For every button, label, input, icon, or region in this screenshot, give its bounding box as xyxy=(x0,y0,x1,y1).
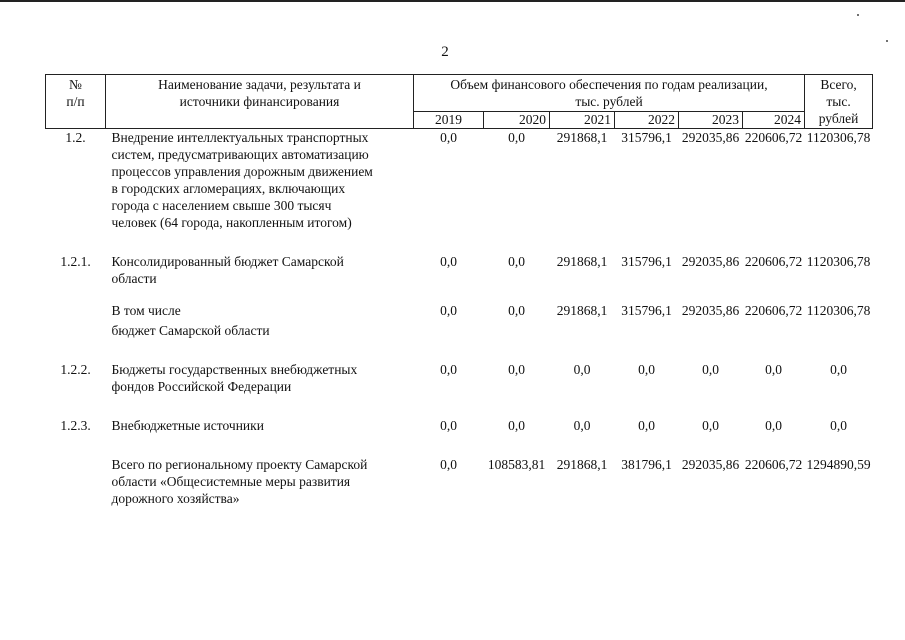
top-scan-border xyxy=(0,0,905,2)
value-2023: 292035,86 xyxy=(681,254,740,269)
value-2022: 315796,1 xyxy=(621,254,672,269)
scan-speck xyxy=(857,14,859,16)
header-num-line1: № xyxy=(69,77,82,92)
row-code: 1.2.1. xyxy=(60,254,91,269)
row-name-line: систем, предусматривающих автоматизацию xyxy=(111,147,369,162)
header-name-line1: Наименование задачи, результата и xyxy=(158,77,361,92)
table-row xyxy=(46,361,873,395)
value-2020: 0,0 xyxy=(508,303,525,318)
row-code: 1.2.2. xyxy=(60,362,91,377)
row-name xyxy=(106,361,414,395)
header-year: 2020 xyxy=(484,112,550,129)
header-name-line2: источники финансирования xyxy=(179,94,340,109)
header-funding xyxy=(414,75,805,112)
value-2020: 0,0 xyxy=(508,130,525,145)
value-2024: 220606,72 xyxy=(744,303,803,318)
row-name-line: Всего по региональному проекту Самарской xyxy=(111,457,368,472)
row-name-line: Внебюджетные источники xyxy=(111,418,264,433)
row-name xyxy=(106,129,414,232)
row-code xyxy=(46,302,106,339)
row-name xyxy=(106,253,414,287)
row-name-line: процессов управления дорожным движением xyxy=(111,164,373,179)
value-2024: 220606,72 xyxy=(744,130,803,145)
header-funding-line2: тыс. рублей xyxy=(575,94,643,109)
scan-speck xyxy=(886,40,888,42)
table-row xyxy=(46,129,873,232)
row-name-line: Бюджеты государственных внебюджетных xyxy=(111,362,358,377)
header-total-line2: тыс. xyxy=(826,94,851,109)
row-name-line: в городских агломерациях, включающих xyxy=(111,181,346,196)
value-2024: 0,0 xyxy=(765,418,782,433)
value-2024: 220606,72 xyxy=(744,254,803,269)
value-2021: 291868,1 xyxy=(556,457,608,472)
header-num-line2: п/п xyxy=(66,94,85,109)
value-2020: 0,0 xyxy=(508,254,525,269)
value-2019: 0,0 xyxy=(440,418,457,433)
value-2020: 0,0 xyxy=(508,362,525,377)
value-2023: 0,0 xyxy=(702,362,719,377)
header-year: 2024 xyxy=(743,112,805,129)
page-number: 2 xyxy=(441,44,449,60)
header-total-line3: рублей xyxy=(818,111,859,126)
value-2020: 108583,81 xyxy=(487,457,546,472)
header-year: 2019 xyxy=(414,112,484,129)
row-name-line: области «Общесистемные меры развития xyxy=(111,474,351,489)
header-funding-line1: Объем финансового обеспечения по годам реализации, xyxy=(450,77,768,92)
row-name xyxy=(106,302,414,339)
row-name-line: В том числе xyxy=(111,303,181,318)
value-2024: 0,0 xyxy=(765,362,782,377)
value-2019: 0,0 xyxy=(440,130,457,145)
row-name-line: бюджет Самарской области xyxy=(111,323,270,338)
value-2024: 220606,72 xyxy=(744,457,803,472)
table-body xyxy=(46,129,873,508)
value-2023: 292035,86 xyxy=(681,130,740,145)
value-2021: 0,0 xyxy=(573,418,591,433)
row-name-line: Консолидированный бюджет Самарской xyxy=(111,254,344,269)
header-year: 2021 xyxy=(550,112,615,129)
table-row-total xyxy=(46,456,873,507)
row-name xyxy=(106,417,414,434)
row-name-line: человек (64 города, накопленным итогом) xyxy=(111,215,352,230)
value-total: 1120306,78 xyxy=(806,303,871,318)
financing-table xyxy=(45,74,873,507)
table-row xyxy=(46,417,873,434)
value-2021: 0,0 xyxy=(573,362,591,377)
value-total: 1120306,78 xyxy=(806,130,871,145)
value-total: 1294890,59 xyxy=(806,457,871,472)
header-total-line1: Всего, xyxy=(820,77,857,92)
row-code xyxy=(46,456,106,507)
table-row xyxy=(46,302,873,339)
value-2021: 291868,1 xyxy=(556,254,608,269)
value-2019: 0,0 xyxy=(440,362,457,377)
value-2022: 315796,1 xyxy=(621,130,672,145)
value-2022: 381796,1 xyxy=(621,457,672,472)
row-name-line: Внедрение интеллектуальных транспортных xyxy=(111,130,369,145)
value-2023: 0,0 xyxy=(702,418,719,433)
table-header xyxy=(46,75,873,129)
header-year: 2022 xyxy=(615,112,679,129)
row-code: 1.2. xyxy=(65,130,86,145)
row-code: 1.2.3. xyxy=(60,418,91,433)
value-2019: 0,0 xyxy=(440,457,457,472)
row-name-line: области xyxy=(111,271,157,286)
value-2023: 292035,86 xyxy=(681,303,740,318)
header-year: 2023 xyxy=(679,112,743,129)
value-2022: 0,0 xyxy=(638,362,655,377)
table-row xyxy=(46,253,873,287)
row-name-line: города с населением свыше 300 тысяч xyxy=(111,198,332,213)
value-total: 0,0 xyxy=(830,362,847,377)
header-total xyxy=(805,75,873,129)
header-name xyxy=(106,75,414,129)
value-2020: 0,0 xyxy=(508,418,525,433)
value-2021: 291868,1 xyxy=(556,303,608,318)
value-2022: 315796,1 xyxy=(621,303,672,318)
header-num xyxy=(46,75,106,129)
value-2023: 292035,86 xyxy=(681,457,740,472)
row-name-line: дорожного хозяйства» xyxy=(111,491,240,506)
value-total: 1120306,78 xyxy=(806,254,871,269)
value-2021: 291868,1 xyxy=(556,130,608,145)
row-name-line: фондов Российской Федерации xyxy=(111,379,292,394)
value-total: 0,0 xyxy=(830,418,847,433)
value-2019: 0,0 xyxy=(440,303,457,318)
row-name xyxy=(106,456,414,507)
value-2022: 0,0 xyxy=(638,418,655,433)
value-2019: 0,0 xyxy=(440,254,457,269)
